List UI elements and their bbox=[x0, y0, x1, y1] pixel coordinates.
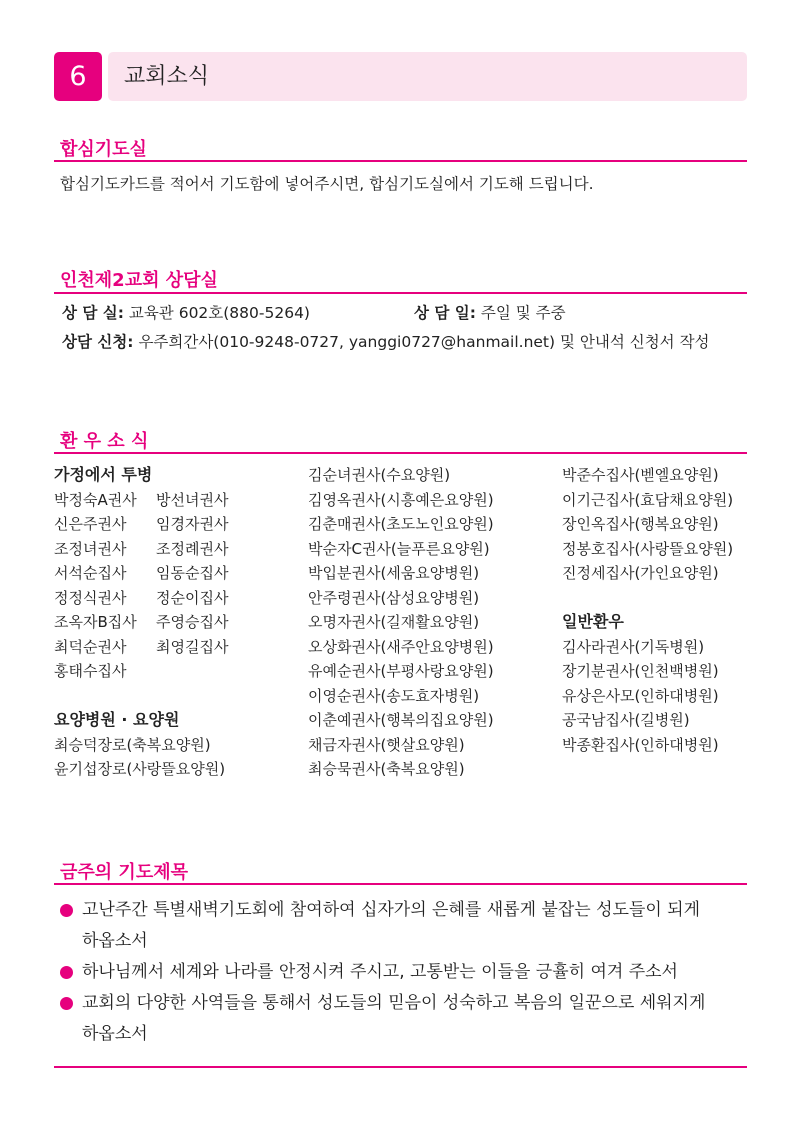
counseling-day bbox=[414, 301, 566, 323]
list-item: 박종환집사(인하대병원) bbox=[562, 735, 719, 754]
prayer-room-title: 합심기도실 bbox=[60, 139, 147, 160]
list-item: 이영순권사(송도효자병원) bbox=[308, 686, 480, 705]
bullet-icon bbox=[60, 904, 73, 917]
bottom-rule bbox=[54, 1066, 747, 1068]
patients-rule bbox=[54, 452, 747, 454]
list-item: 서석순집사 임동순집사 bbox=[54, 564, 229, 582]
list-item: 박준수집사(벧엘요양원) bbox=[562, 466, 719, 484]
list-item: 장기분권사(인천백병원) bbox=[562, 662, 719, 680]
general-title: 일반환우 bbox=[562, 612, 624, 631]
spacer bbox=[562, 586, 733, 611]
counseling-room-value: 교육관 602호(880-5264) bbox=[128, 304, 310, 322]
patients-col-right bbox=[562, 463, 733, 757]
section-number: 6 bbox=[54, 52, 102, 101]
list-item: 유예순권사(부평사랑요양원) bbox=[308, 662, 494, 680]
list-item: 홍태수집사 bbox=[54, 662, 127, 680]
counseling-apply bbox=[62, 330, 710, 352]
list-item: 김순녀권사(수요양원) bbox=[308, 466, 451, 484]
patients-title: 환 우 소 식 bbox=[60, 431, 149, 452]
list-item: 박정숙A권사 방선녀권사 bbox=[54, 490, 229, 509]
list-item: 안주령권사(삼성요양병원) bbox=[308, 588, 480, 607]
list-item: 이춘예권사(행복의집요양원) bbox=[308, 711, 494, 729]
list-item: 채금자권사(햇살요양원) bbox=[308, 735, 465, 754]
list-item: 하나님께서 세계와 나라를 안정시켜 주시고, 고통받는 이들을 긍휼히 여겨 주소서 bbox=[60, 957, 740, 988]
list-item: 정봉호집사(사랑뜰요양원) bbox=[562, 539, 734, 558]
list-item: 정정식권사 정순이집사 bbox=[54, 588, 229, 607]
list-item: 김사라권사(기독병원) bbox=[562, 637, 705, 656]
list-item: 최덕순권사 최영길집사 bbox=[54, 637, 229, 656]
list-item: 조정녀권사 조정례권사 bbox=[54, 539, 229, 558]
counseling-title: 인천제2교회 상담실 bbox=[60, 270, 218, 291]
home-title: 가정에서 투병 bbox=[54, 465, 153, 484]
list-item: 교회의 다양한 사역들을 통해서 성도들의 믿음이 성숙하고 복음의 일꾼으로 세워지게 하옵소서 bbox=[60, 988, 740, 1050]
counseling-apply-label: 상담 신청: bbox=[62, 333, 134, 351]
patients-col-middle bbox=[308, 463, 494, 782]
bullet-icon bbox=[60, 997, 73, 1010]
list-item: 진정세집사(가인요양원) bbox=[562, 564, 719, 582]
counseling-apply-value: 우주희간사(010-9248-0727, yanggi0727@hanmail.net) 및 안내석 신청서 작성 bbox=[138, 333, 710, 351]
list-item: 신은주권사 임경자권사 bbox=[54, 515, 229, 533]
prayer-room-rule bbox=[54, 160, 747, 162]
counseling-room bbox=[62, 301, 310, 323]
list-item: 최승묵권사(축복요양원) bbox=[308, 760, 465, 778]
list-item: 박순자C권사(늘푸른요양원) bbox=[308, 539, 490, 558]
counseling-day-value: 주일 및 주중 bbox=[480, 304, 566, 322]
list-item: 오상화권사(새주안요양병원) bbox=[308, 637, 494, 656]
list-item: 조옥자B집사 주영승집사 bbox=[54, 613, 229, 631]
counseling-room-label: 상 담 실: bbox=[62, 304, 124, 322]
prayer-room-text: 합심기도카드를 적어서 기도함에 넣어주시면, 합심기도실에서 기도해 드립니다. bbox=[60, 175, 594, 193]
list-item: 장인옥집사(행복요양원) bbox=[562, 515, 719, 533]
prayer-topics-list bbox=[60, 895, 740, 1050]
spacer bbox=[54, 684, 228, 709]
counseling-day-label: 상 담 일: bbox=[414, 304, 476, 322]
nursing-title: 요양병원 · 요양원 bbox=[54, 710, 180, 729]
list-item: 유상은사모(인하대병원) bbox=[562, 686, 719, 705]
section-title: 교회소식 bbox=[124, 64, 210, 89]
list-item: 박입분권사(세움요양병원) bbox=[308, 564, 480, 582]
list-item: 김춘매권사(초도노인요양원) bbox=[308, 515, 494, 533]
bullet-icon bbox=[60, 966, 73, 979]
patients-col-left bbox=[54, 463, 228, 782]
list-item: 고난주간 특별새벽기도회에 참여하여 십자가의 은혜를 새롭게 붙잡는 성도들이 되게 하옵소서 bbox=[60, 895, 740, 957]
prayer-topics-rule bbox=[54, 883, 747, 885]
list-item: 이기근집사(효담채요양원) bbox=[562, 490, 734, 509]
list-item: 김영옥권사(시흥예은요양원) bbox=[308, 490, 494, 509]
list-item: 윤기섭장로(사랑뜰요양원) bbox=[54, 760, 226, 778]
list-item: 공국남집사(길병원) bbox=[562, 711, 690, 729]
list-item: 오명자권사(길재활요양원) bbox=[308, 613, 480, 631]
section-header bbox=[54, 52, 747, 101]
list-item: 최승덕장로(축복요양원) bbox=[54, 735, 211, 754]
counseling-rule bbox=[54, 292, 747, 294]
prayer-topics-title: 금주의 기도제목 bbox=[60, 862, 188, 883]
